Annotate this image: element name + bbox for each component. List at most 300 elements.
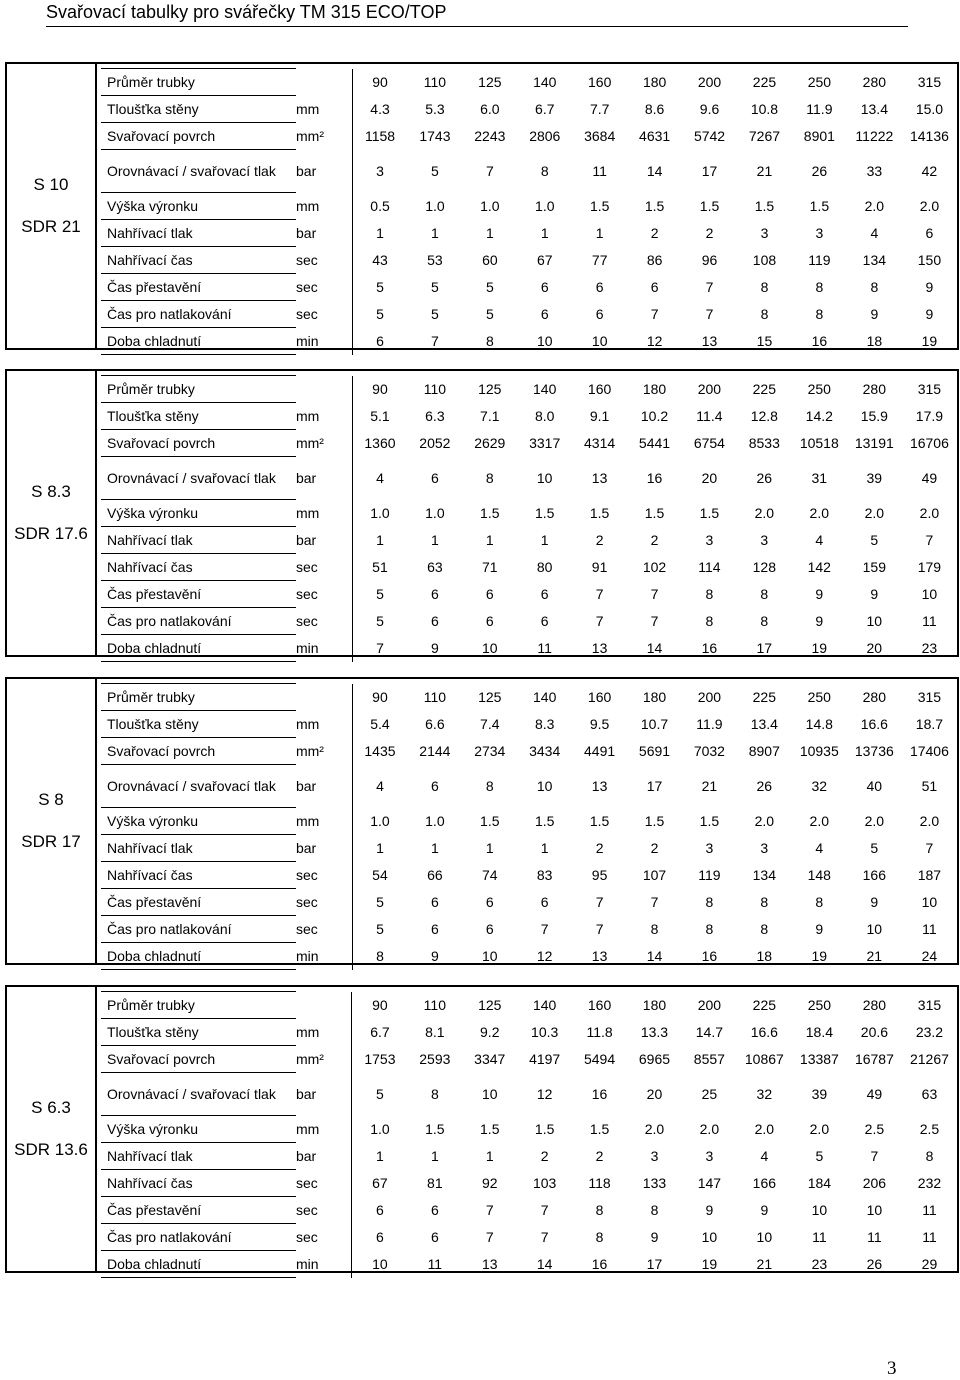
table-row <box>101 247 957 274</box>
table-cell: 11 <box>922 1229 937 1245</box>
pipe-class-label <box>7 987 97 1271</box>
parameter-unit: mm <box>296 711 352 738</box>
table-cell: 9.6 <box>699 101 720 117</box>
table-cell: 2.0 <box>864 813 885 829</box>
table-cell: 8 <box>925 1148 934 1164</box>
table-cell: 7 <box>925 532 934 548</box>
table-cell: 147 <box>697 1175 722 1191</box>
parameter-name: Nahřívací čas <box>101 247 296 274</box>
table-cell: 5691 <box>638 743 671 759</box>
table-cell: 4 <box>815 532 824 548</box>
table-cell: 5.4 <box>370 716 390 732</box>
table-cell: 10 <box>536 333 553 349</box>
table-cell: 13736 <box>854 743 894 759</box>
table-cell: 6 <box>430 921 439 937</box>
parameter-name: Nahřívací tlak <box>101 220 296 247</box>
table-cell: 10 <box>481 640 498 656</box>
table-cell: 6 <box>430 894 439 910</box>
welding-table-block <box>5 369 959 657</box>
parameter-unit: sec <box>296 301 352 328</box>
parameter-table <box>101 991 957 1278</box>
parameter-name: Doba chladnutí <box>101 635 296 662</box>
table-cell: 2.0 <box>809 813 830 829</box>
table-cell: 13387 <box>799 1051 839 1067</box>
parameter-name: Tloušťka stěny <box>101 711 296 738</box>
table-cell: 280 <box>862 74 887 90</box>
table-cell: 20 <box>701 470 718 486</box>
table-cell: 9 <box>430 640 439 656</box>
table-cell: 5494 <box>583 1051 616 1067</box>
table-cell: 225 <box>752 689 776 705</box>
table-cell: 7 <box>431 333 439 349</box>
table-cell: 31 <box>811 470 828 486</box>
table-cell: 3684 <box>584 128 616 144</box>
table-cell: 19 <box>701 1256 718 1272</box>
table-cell: 17 <box>756 640 773 656</box>
table-cell: 2.0 <box>644 1121 665 1137</box>
table-cell: 1360 <box>364 435 396 451</box>
s-series-label: S 6.3 <box>31 1098 71 1117</box>
parameter-unit: mm <box>296 1116 352 1143</box>
table-cell: 11 <box>922 1202 937 1218</box>
table-cell: 7 <box>540 1229 549 1245</box>
table-cell: 7 <box>595 894 604 910</box>
table-cell: 6 <box>595 279 604 295</box>
parameter-unit: sec <box>296 1170 352 1197</box>
table-cell: 0.5 <box>370 198 390 214</box>
table-cell: 90 <box>372 997 388 1013</box>
table-row <box>101 581 957 608</box>
table-cell: 63 <box>921 1086 938 1102</box>
table-cell: 280 <box>862 997 887 1013</box>
parameter-name: Nahřívací tlak <box>101 527 296 554</box>
sdr-label: SDR 21 <box>21 217 81 236</box>
table-cell: 23.2 <box>915 1024 944 1040</box>
table-cell: 3 <box>760 225 769 241</box>
table-cell: 110 <box>423 74 447 90</box>
parameter-name: Výška výronku <box>101 500 296 527</box>
table-row <box>101 1170 957 1197</box>
table-cell: 26 <box>811 163 828 179</box>
table-cell: 18 <box>866 333 883 349</box>
table-cell: 250 <box>807 997 832 1013</box>
table-cell: 2593 <box>419 1051 451 1067</box>
table-cell: 1.5 <box>480 813 500 829</box>
parameter-unit: bar <box>296 527 352 554</box>
table-cell: 1 <box>376 532 384 548</box>
table-cell: 1.0 <box>535 198 555 214</box>
table-cell: 14.8 <box>805 716 833 732</box>
table-cell: 23 <box>811 1256 828 1272</box>
table-cell: 6 <box>540 613 549 629</box>
parameter-name: Svařovací povrch <box>101 430 296 457</box>
table-cell: 9 <box>815 921 824 937</box>
table-cell: 3 <box>705 532 714 548</box>
table-cell: 90 <box>372 381 388 397</box>
table-cell: 8.3 <box>534 716 555 732</box>
table-row <box>101 403 957 430</box>
table-cell: 225 <box>752 381 776 397</box>
table-cell: 280 <box>862 689 886 705</box>
table-cell: 140 <box>532 997 557 1013</box>
table-cell: 11 <box>867 1229 882 1245</box>
table-cell: 315 <box>917 689 942 705</box>
table-cell: 7.1 <box>480 408 500 424</box>
table-cell: 140 <box>533 381 557 397</box>
table-cell: 6 <box>430 1202 439 1218</box>
table-cell: 33 <box>866 163 883 179</box>
table-cell: 13 <box>591 640 608 656</box>
table-cell: 4 <box>376 778 384 794</box>
table-cell: 2.0 <box>919 813 940 829</box>
table-cell: 8 <box>760 279 769 295</box>
table-cell: 2.0 <box>754 1121 775 1137</box>
table-cell: 206 <box>862 1175 887 1191</box>
table-cell: 5 <box>376 586 384 602</box>
parameter-name: Výška výronku <box>101 808 296 835</box>
page-header-title: Svařovací tabulky pro svářečky TM 315 ECO/TOP <box>46 2 447 22</box>
table-cell: 1.0 <box>370 1121 390 1137</box>
table-cell: 4 <box>815 840 824 856</box>
table-cell: 16 <box>701 948 718 964</box>
parameter-table <box>101 683 957 970</box>
table-cell: 1 <box>485 225 494 241</box>
table-cell: 13.4 <box>750 716 778 732</box>
table-row <box>101 1019 957 1046</box>
table-cell: 6 <box>650 279 659 295</box>
table-cell: 1.5 <box>699 813 720 829</box>
table-cell: 10 <box>481 948 498 964</box>
table-cell: 125 <box>478 689 502 705</box>
table-cell: 17 <box>701 163 718 179</box>
table-cell: 11.8 <box>586 1024 613 1040</box>
table-cell: 2.0 <box>919 198 940 214</box>
pipe-class-label <box>7 679 97 963</box>
table-cell: 9 <box>870 306 879 322</box>
table-cell: 26 <box>756 778 773 794</box>
table-cell: 6.0 <box>480 101 500 117</box>
table-cell: 11.9 <box>696 716 723 732</box>
table-cell: 11 <box>592 163 607 179</box>
table-cell: 7 <box>485 1202 494 1218</box>
table-cell: 14.7 <box>695 1024 723 1040</box>
table-cell: 7 <box>485 163 494 179</box>
table-row <box>101 992 957 1019</box>
table-cell: 1.5 <box>534 813 555 829</box>
table-cell: 9 <box>870 894 879 910</box>
table-cell: 7 <box>595 613 604 629</box>
table-cell: 26 <box>866 1256 883 1272</box>
table-cell: 108 <box>752 252 777 268</box>
table-cell: 10 <box>921 894 938 910</box>
table-cell: 32 <box>811 778 828 794</box>
table-cell: 5.1 <box>370 408 390 424</box>
parameter-name: Tloušťka stěny <box>101 403 296 430</box>
parameter-unit: sec <box>296 274 352 301</box>
table-cell: 13191 <box>854 435 894 451</box>
table-cell: 2.5 <box>919 1121 940 1137</box>
table-cell: 2144 <box>419 743 451 759</box>
table-cell: 11.4 <box>696 408 723 424</box>
parameter-unit: sec <box>296 1197 352 1224</box>
table-cell: 9 <box>925 306 934 322</box>
table-cell: 9 <box>705 1202 714 1218</box>
table-cell: 3317 <box>529 435 561 451</box>
table-cell: 19 <box>811 640 828 656</box>
table-row <box>101 554 957 581</box>
parameter-unit <box>296 376 352 403</box>
table-cell: 2243 <box>474 128 506 144</box>
table-cell: 10.7 <box>640 716 669 732</box>
parameter-unit: sec <box>296 247 352 274</box>
table-cell: 11 <box>922 921 937 937</box>
table-cell: 134 <box>862 252 887 268</box>
table-cell: 2 <box>595 532 604 548</box>
table-cell: 7 <box>650 613 659 629</box>
table-cell: 6 <box>376 1229 384 1245</box>
table-cell: 9 <box>650 1229 659 1245</box>
table-cell: 2.0 <box>699 1121 720 1137</box>
parameter-name: Orovnávací / svařovací tlak <box>101 765 296 808</box>
parameter-unit: mm <box>296 96 352 123</box>
parameter-name: Čas pro natlakování <box>101 916 296 943</box>
table-cell: 8 <box>650 921 659 937</box>
table-cell: 3 <box>760 840 769 856</box>
table-row <box>101 765 957 808</box>
parameter-name: Doba chladnutí <box>101 943 296 970</box>
table-cell: 39 <box>866 470 883 486</box>
table-cell: 200 <box>697 381 722 397</box>
table-cell: 280 <box>862 381 886 397</box>
table-cell: 125 <box>478 997 502 1013</box>
table-cell: 6.3 <box>425 408 445 424</box>
table-cell: 1.5 <box>480 1121 500 1137</box>
table-cell: 18 <box>756 948 773 964</box>
table-row <box>101 193 957 220</box>
table-cell: 5 <box>376 1086 384 1102</box>
parameter-unit: sec <box>296 862 352 889</box>
table-cell: 102 <box>642 559 667 575</box>
table-cell: 5 <box>485 279 494 295</box>
table-cell: 1 <box>540 532 549 548</box>
table-cell: 10.3 <box>531 1024 559 1040</box>
table-cell: 53 <box>427 252 443 268</box>
table-cell: 7 <box>705 306 714 322</box>
table-cell: 2806 <box>529 128 561 144</box>
table-cell: 21 <box>701 778 718 794</box>
table-cell: 1.5 <box>589 813 610 829</box>
table-cell: 8 <box>376 948 384 964</box>
table-cell: 8 <box>705 586 714 602</box>
table-cell: 16 <box>811 333 828 349</box>
table-cell: 107 <box>642 867 667 883</box>
table-cell: 8 <box>760 586 769 602</box>
table-cell: 9.2 <box>480 1024 500 1040</box>
table-cell: 10935 <box>799 743 839 759</box>
table-cell: 67 <box>372 1175 388 1191</box>
table-row <box>101 738 957 765</box>
table-row <box>101 500 957 527</box>
table-cell: 2 <box>650 840 659 856</box>
table-cell: 11.9 <box>806 101 833 117</box>
table-cell: 315 <box>917 74 942 90</box>
parameter-unit: bar <box>296 835 352 862</box>
table-cell: 10 <box>536 470 553 486</box>
table-cell: 92 <box>481 1175 498 1191</box>
parameter-unit <box>296 69 352 96</box>
table-cell: 134 <box>752 867 776 883</box>
table-cell: 1.5 <box>644 813 665 829</box>
table-row <box>101 274 957 301</box>
parameter-table <box>101 68 957 355</box>
table-cell: 6965 <box>638 1051 671 1067</box>
table-cell: 6.7 <box>535 101 555 117</box>
table-cell: 17 <box>646 778 663 794</box>
table-row <box>101 711 957 738</box>
table-row <box>101 430 957 457</box>
table-cell: 6 <box>485 613 494 629</box>
table-row <box>101 1251 957 1278</box>
table-cell: 13 <box>591 778 608 794</box>
table-cell: 1 <box>430 532 439 548</box>
table-cell: 1.5 <box>809 198 830 214</box>
table-cell: 2 <box>705 225 714 241</box>
table-cell: 5441 <box>638 435 671 451</box>
parameter-name: Orovnávací / svařovací tlak <box>101 457 296 500</box>
table-cell: 7 <box>650 586 659 602</box>
table-cell: 7.4 <box>480 716 500 732</box>
table-cell: 11222 <box>855 128 894 144</box>
table-cell: 14136 <box>909 128 949 144</box>
table-cell: 1 <box>431 225 439 241</box>
welding-table-block <box>5 985 959 1273</box>
table-cell: 12.8 <box>750 408 778 424</box>
parameter-name: Průměr trubky <box>101 376 296 403</box>
table-cell: 20 <box>646 1086 663 1102</box>
table-cell: 81 <box>427 1175 443 1191</box>
table-cell: 10867 <box>744 1051 784 1067</box>
table-cell: 42 <box>921 163 938 179</box>
table-cell: 1 <box>595 225 604 241</box>
table-cell: 225 <box>752 997 777 1013</box>
table-cell: 16 <box>591 1256 608 1272</box>
table-row <box>101 1224 957 1251</box>
table-cell: 1.5 <box>644 505 665 521</box>
table-cell: 8.0 <box>534 408 555 424</box>
table-cell: 20.6 <box>860 1024 889 1040</box>
parameter-unit: bar <box>296 1143 352 1170</box>
parameter-unit: sec <box>296 889 352 916</box>
table-cell: 118 <box>588 1175 611 1191</box>
table-cell: 150 <box>917 252 942 268</box>
parameter-name: Průměr trubky <box>101 992 296 1019</box>
pipe-class-label <box>7 64 97 348</box>
table-cell: 8 <box>760 613 769 629</box>
parameter-unit: sec <box>296 1224 352 1251</box>
table-cell: 250 <box>807 381 831 397</box>
parameter-unit: mm <box>296 500 352 527</box>
table-cell: 3347 <box>474 1051 506 1067</box>
table-cell: 32 <box>756 1086 773 1102</box>
s-series-label: S 8 <box>38 790 64 809</box>
table-cell: 4314 <box>584 435 616 451</box>
table-cell: 2.0 <box>809 1121 830 1137</box>
table-cell: 8 <box>705 613 714 629</box>
parameter-unit: bar <box>296 765 352 808</box>
table-cell: 21267 <box>909 1051 949 1067</box>
table-cell: 1.5 <box>644 198 665 214</box>
table-cell: 1158 <box>364 128 396 144</box>
table-cell: 17 <box>646 1256 663 1272</box>
table-cell: 9 <box>870 586 879 602</box>
table-cell: 5 <box>815 1148 824 1164</box>
table-cell: 1.5 <box>699 198 720 214</box>
table-cell: 103 <box>532 1175 557 1191</box>
table-cell: 8 <box>650 1202 659 1218</box>
table-cell: 1.0 <box>425 505 445 521</box>
parameter-name: Průměr trubky <box>101 69 296 96</box>
table-cell: 8533 <box>748 435 780 451</box>
table-cell: 5 <box>376 921 384 937</box>
table-cell: 21 <box>756 1256 773 1272</box>
table-cell: 8 <box>485 470 494 486</box>
page-number: 3 <box>887 1358 897 1379</box>
parameter-name: Průměr trubky <box>101 684 296 711</box>
table-cell: 7 <box>870 1148 879 1164</box>
table-cell: 6 <box>540 306 549 322</box>
table-cell: 200 <box>697 74 722 90</box>
table-cell: 4197 <box>529 1051 561 1067</box>
parameter-unit: bar <box>296 1073 352 1116</box>
table-cell: 8 <box>485 333 494 349</box>
table-cell: 40 <box>866 778 883 794</box>
table-cell: 5742 <box>693 128 726 144</box>
table-cell: 8 <box>815 279 824 295</box>
parameter-unit <box>296 992 352 1019</box>
table-cell: 6 <box>376 333 384 349</box>
table-cell: 6 <box>430 613 439 629</box>
parameter-unit: bar <box>296 457 352 500</box>
table-cell: 7.7 <box>589 101 610 117</box>
table-cell: 160 <box>587 997 612 1013</box>
table-cell: 1.5 <box>425 1121 445 1137</box>
parameter-unit: bar <box>296 220 352 247</box>
table-cell: 225 <box>752 74 777 90</box>
table-cell: 8 <box>540 163 549 179</box>
table-cell: 9 <box>430 948 439 964</box>
parameter-name: Nahřívací čas <box>101 1170 296 1197</box>
table-cell: 9.5 <box>589 716 610 732</box>
table-cell: 13 <box>591 948 608 964</box>
table-cell: 159 <box>862 559 886 575</box>
parameter-unit: mm² <box>296 738 352 765</box>
table-cell: 8 <box>485 778 494 794</box>
parameter-name: Výška výronku <box>101 1116 296 1143</box>
page-header <box>46 0 908 27</box>
table-cell: 7 <box>540 921 549 937</box>
table-cell: 10 <box>372 1256 388 1272</box>
parameter-unit: mm <box>296 1019 352 1046</box>
table-cell: 315 <box>917 997 942 1013</box>
table-cell: 160 <box>587 689 612 705</box>
parameter-name: Tloušťka stěny <box>101 1019 296 1046</box>
table-cell: 1753 <box>364 1051 396 1067</box>
table-cell: 15.9 <box>860 408 888 424</box>
table-cell: 3 <box>705 840 714 856</box>
table-cell: 16.6 <box>750 1024 778 1040</box>
table-cell: 8 <box>815 306 824 322</box>
table-cell: 1435 <box>364 743 396 759</box>
